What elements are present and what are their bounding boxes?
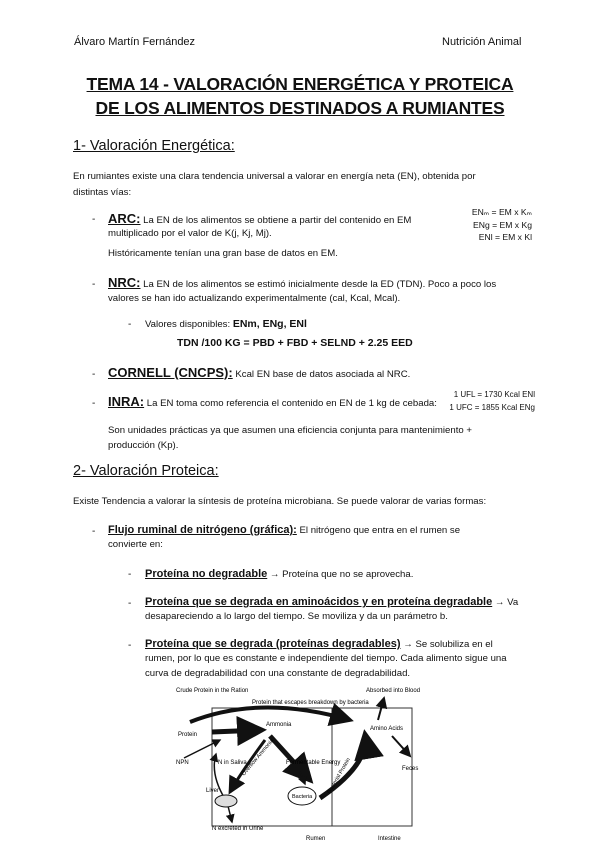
label-amino-acids: Amino Acids [370,726,404,732]
nrc-term: NRC: [108,275,141,290]
label-absorbed: Absorbed into Blood [366,688,421,694]
nrc-values: ENm, ENg, ENl [232,318,307,330]
label-fermentable: Fermentable Energy [286,760,341,766]
item-text-2: rumen, por lo que es constante e independiente del tiempo. Cada alimento sigue una [145,653,507,664]
label-protein: Protein [178,732,198,738]
label-rumen: Rumen [306,836,326,842]
inra-side [430,389,535,414]
arc-term: ARC: [108,211,141,226]
liver-shape [215,795,237,807]
inra-text-2: Son unidades prácticas ya que asumen una eficiencia conjunta para mantenimiento + [108,425,472,436]
nrc-formula: TDN /100 KG = PBD + FBD + SELND + 2.25 EED [177,337,413,349]
page-title-line1: TEMA 14 - VALORACIÓN ENERGÉTICA Y PROTEICA [86,74,514,94]
protein-ammonia-arrow [212,730,262,732]
bullet-dash: - [128,569,132,580]
bullet-dash: - [128,598,132,609]
header-subject: Nutrición Animal [442,36,522,48]
item-row [145,566,413,583]
inra-side-ufc: 1 UFC = 1855 Kcal ENg [449,402,535,412]
arc-formulas [430,206,532,244]
bullet-dash: - [128,640,132,651]
inra-text-1: La EN toma como referencia el contenido en EN de 1 kg de cebada: [146,398,437,409]
arc-text-1: La EN de los alimentos se obtiene a partir del contenido en EM [143,215,412,226]
item-text-1: → Se solubiliza en el [403,639,493,650]
item-text-2: desapareciendo a lo largo del tiempo. Se moviliza y da un parámetro b. [145,611,448,622]
item-text-3: curva de degradabilidad con una constante de degradabilidad. [145,668,411,679]
feces-arrow [392,736,410,756]
inra-term: INRA: [108,394,145,409]
item-term: Proteína no degradable [145,568,268,580]
header-author: Álvaro Martín Fernández [74,36,196,48]
section1-intro-2: distintas vías: [73,187,132,198]
bullet-dash: - [92,369,96,380]
arc-formula-l: ENl = EM x Kl [478,232,532,242]
page-title-line2: DE LOS ALIMENTOS DESTINADOS A RUMIANTES [95,98,505,118]
npn-arrow [184,740,220,758]
item-text-1: → Proteína que no se aprovecha. [269,569,414,580]
label-crude-protein: Crude Protein in the Ration [176,688,249,694]
inra-row [108,394,437,412]
nrc-values-row [145,316,307,333]
ammonia-bacteria-arrow [270,736,310,780]
urine-arrow [228,806,232,822]
flujo-term: Flujo ruminal de nitrógeno (gráfica): [108,524,297,536]
section1-heading: 1- Valoración Energética: [73,138,235,154]
bullet-dash: - [92,214,96,225]
cornell-term: CORNELL (CNCPS): [108,365,233,380]
escape-arrow [190,707,350,722]
inra-text-3: producción (Kp). [108,440,179,451]
arc-formula-m: ENₘ = EM x Kₘ [471,207,532,217]
label-escapes: Protein that escapes breakdown by bacteria [252,700,369,706]
label-overflow: Overflow Ammonia [240,738,276,778]
label-n-saliva: N in Saliva [218,760,247,766]
arc-formula-g: ENg = EM x Kg [473,219,532,230]
flujo-text-2: convierte en: [108,539,163,550]
arc-text-2: multiplicado por el valor de K(j, Kj, Mj). [108,228,272,239]
flujo-text-1: El nitrógeno que entra en el rumen se [299,525,461,536]
nitrogen-flow-diagram [170,684,450,844]
label-feces: Feces [402,766,419,772]
item-term: Proteína que se degrada (proteínas degradables) [145,638,401,650]
label-intestine: Intestine [378,836,401,842]
label-bacteria: Bacteria [292,794,313,800]
bullet-dash: - [92,279,96,290]
item-text-1: → Va [494,597,519,608]
section2-heading: 2- Valoración Proteica: [73,463,219,479]
bullet-dash: - [92,526,96,537]
arc-text-3: Históricamente tenían una gran base de datos en EM. [108,248,338,259]
bullet-dash: - [92,398,96,409]
cornell-row [108,365,410,383]
label-npn: NPN [176,760,189,766]
absorbed-arrow [378,698,384,720]
nrc-text-1: La EN de los alimentos se estimó inicialmente desde la ED (TDN). Poco a poco los [143,279,497,290]
label-urine: N excreted in Urine [212,826,264,832]
inra-side-ufl: 1 UFL = 1730 Kcal ENl [453,390,535,399]
label-ammonia: Ammonia [266,722,292,728]
section2-intro: Existe Tendencia a valorar la síntesis de proteína microbiana. Se puede valorar de varias formas: [73,496,487,507]
label-liver: Liver [206,788,220,794]
item-term: Proteína que se degrada en aminoácidos y en proteína degradable [145,596,493,608]
cornell-text: Kcal EN base de datos asociada al NRC. [235,369,411,380]
nrc-text-2: valores se han ido actualizando experimentalmente (cal, Kcal, Mcal). [108,293,401,304]
section1-intro-1: En rumiantes existe una clara tendencia universal a valorar en energía neta (EN), obtenida por [73,171,476,182]
label-bacterial-protein: Bacterial Protein [326,757,352,795]
nrc-values-label: Valores disponibles: [145,319,231,330]
bullet-dash: - [128,319,132,330]
